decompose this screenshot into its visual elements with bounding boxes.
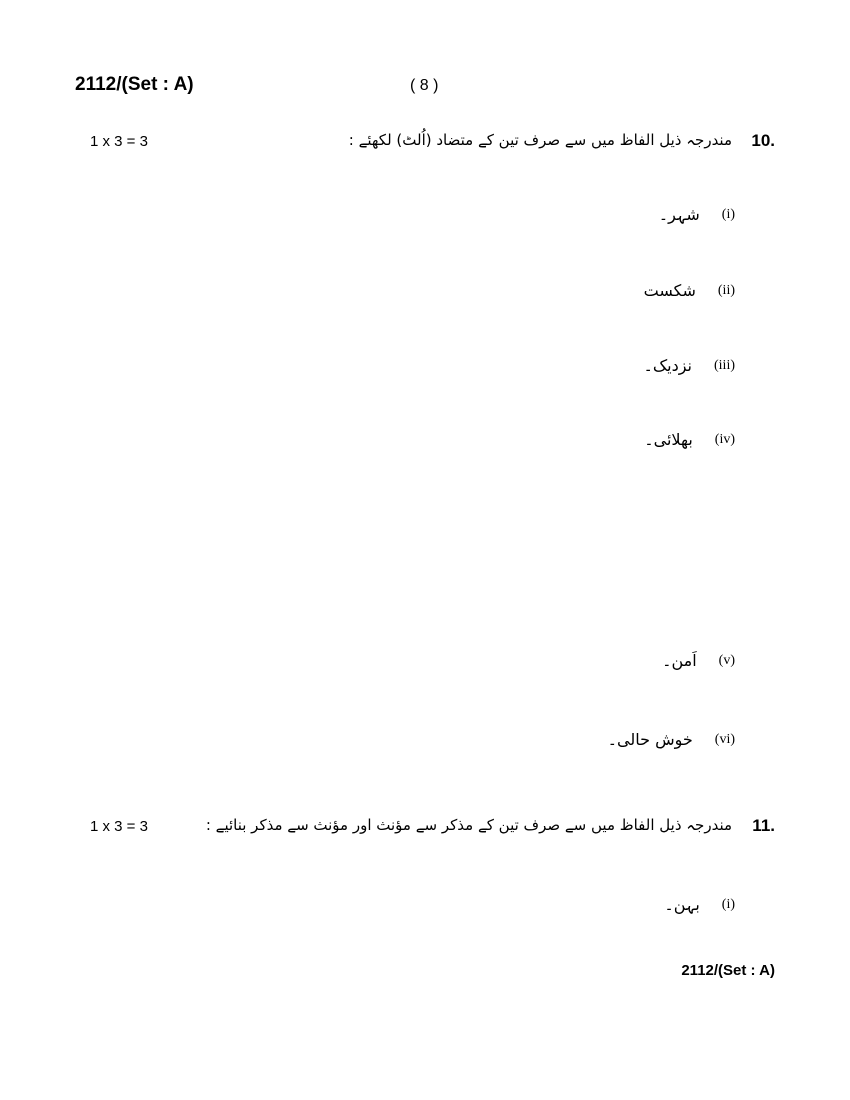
q10-item [659,205,735,224]
item-word: نزدیک۔ [643,356,692,375]
q11-number: 11. [752,816,775,835]
q10-marks: 1 x 3 = 3 [90,133,148,150]
q10-item [662,651,735,670]
item-word: شہر۔ [658,205,700,224]
header-paper-code: 2112/(Set : A) [75,74,194,95]
item-label: (vi) [714,731,735,747]
q10-number: 10. [751,131,775,150]
q10-item [644,430,735,449]
item-word: اَمن۔ [662,651,697,670]
q10-item [643,356,735,375]
item-word: بہن۔ [664,895,700,914]
item-label: (ii) [717,282,735,298]
item-label: (iv) [714,431,735,447]
q11-item [664,895,735,914]
item-word: شکست [643,281,696,300]
q10-instruction: مندرجہ ذیل الفاظ میں سے صرف تین کے متضاد (اُلٹ) لکھئے : [348,131,732,149]
item-word: خوش حالی۔ [607,730,693,749]
q11-marks: 1 x 3 = 3 [90,818,148,835]
item-label: (i) [721,206,735,222]
footer-paper-code: 2112/(Set : A) [681,962,775,979]
item-label: (v) [718,652,735,668]
item-label: (iii) [714,357,735,373]
item-word: بھلائی۔ [644,430,693,449]
q11-instruction: مندرجہ ذیل الفاظ میں سے صرف تین کے مذکر سے مؤنث اور مؤنث سے مذکر بنائیے : [205,816,732,834]
page-number: ( 8 ) [410,77,439,94]
item-label: (i) [721,896,735,912]
q10-item [608,730,735,749]
q10-item [644,281,735,300]
